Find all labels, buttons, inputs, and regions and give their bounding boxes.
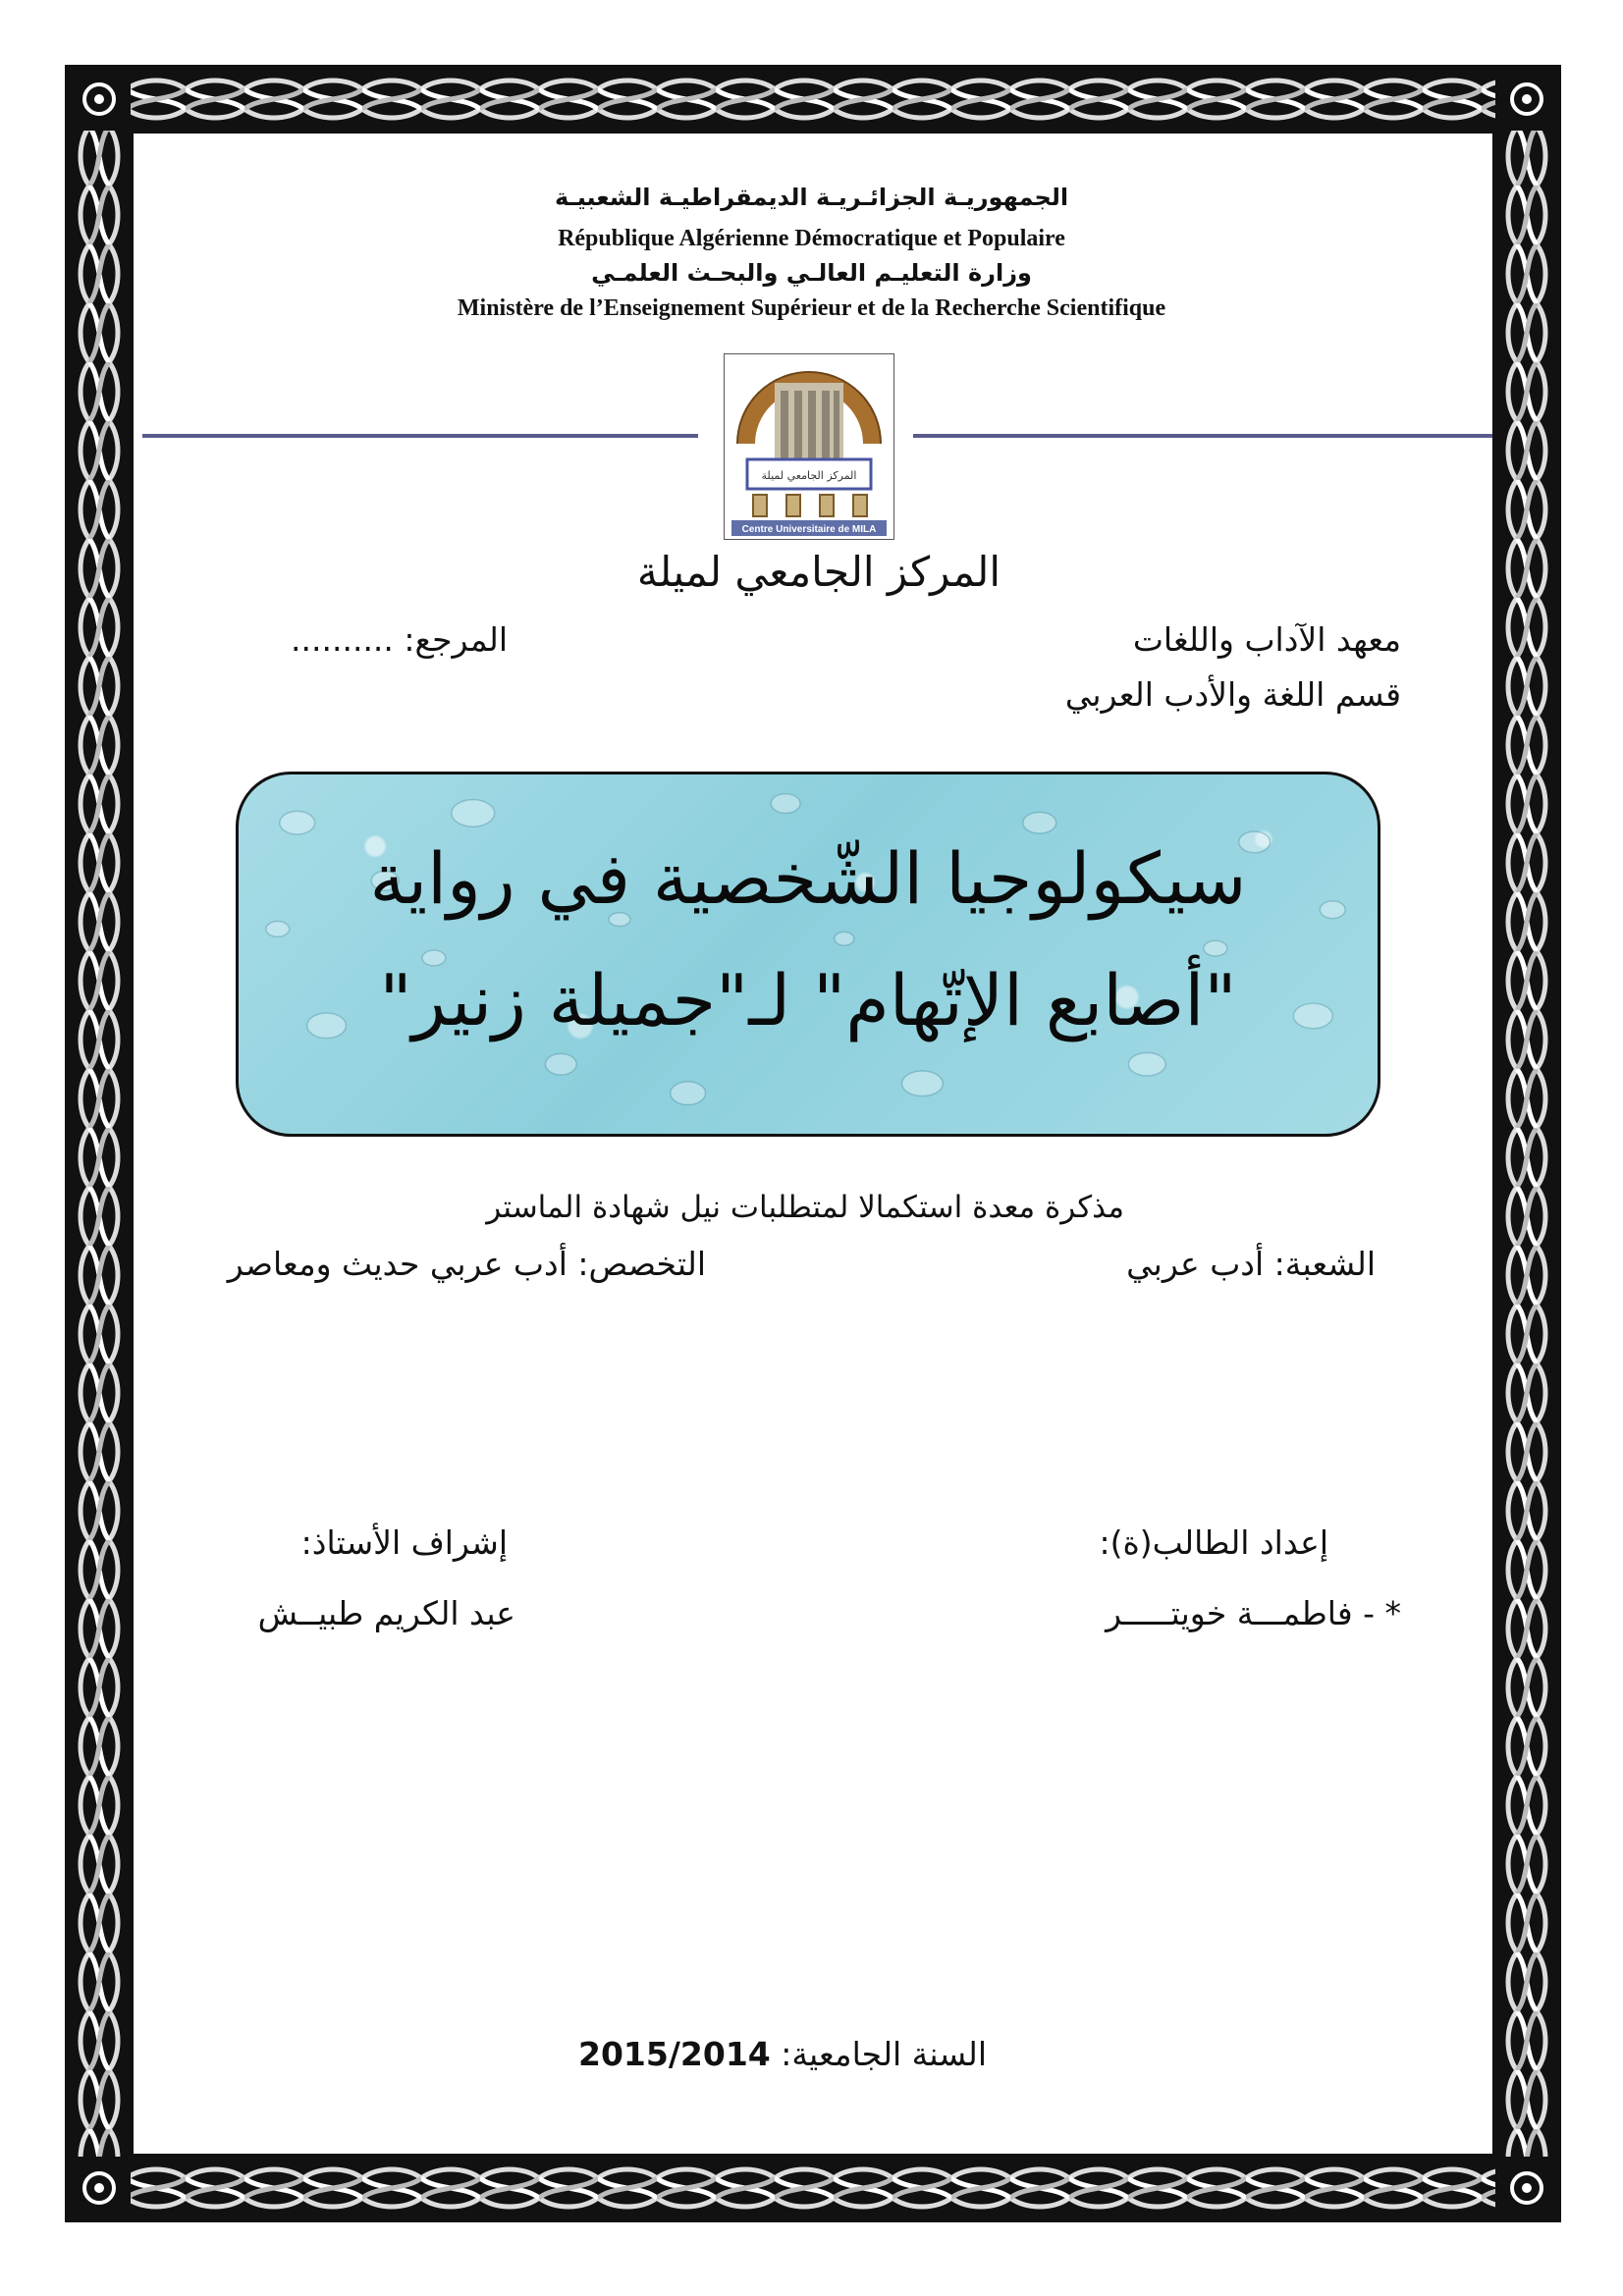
faculty-name: معهد الآداب واللغات	[1132, 620, 1401, 659]
academic-year	[578, 2035, 987, 2073]
corner-ornament-top-right	[1495, 68, 1558, 131]
university-logo	[724, 353, 894, 540]
academic-year-label: السنة الجامعية:	[770, 2035, 987, 2073]
thesis-title-line-1: سيكولوجيا الشّخصية في رواية	[369, 837, 1247, 920]
left-chain-border	[68, 68, 131, 2219]
thesis-title-box	[236, 772, 1380, 1137]
supervisor-name: عبد الكريم طبيــش	[257, 1594, 515, 1632]
corner-ornament-top-left	[68, 68, 131, 131]
department-name: قسم اللغة والأدب العربي	[1064, 675, 1401, 714]
ministry-name-arabic: وزارة التعليـم العالـي والبحـث العلمـي	[591, 259, 1032, 287]
water-drops-texture	[239, 774, 1378, 1134]
institution-name: المركز الجامعي لميلة	[636, 548, 1001, 596]
republic-name-arabic: الجمهوريـة الجزائـريـة الديمقراطيـة الشعبيـة	[554, 184, 1069, 211]
reference-field: المرجع: ..........	[291, 620, 508, 659]
header-rule-right	[913, 434, 1492, 438]
specialty-field: التخصص: أدب عربي حديث ومعاصر	[227, 1245, 706, 1283]
student-name: * - فاطمـــة خويتـــــر	[1106, 1594, 1401, 1632]
top-chain-border	[68, 68, 1558, 131]
prepared-by-label: إعداد الطالب(ة):	[1099, 1523, 1328, 1562]
logo-caption: Centre Universitaire de MILA	[741, 524, 877, 535]
header-rule-left	[142, 434, 698, 438]
thesis-title-line-2: "أصابع الإتّهام" لـ"جميلة زنير"	[379, 959, 1237, 1041]
corner-ornament-bottom-right	[1495, 2157, 1558, 2219]
ministry-name-french: Ministère de l’Enseignement Supérieur et de la Recherche Scientifique	[457, 295, 1166, 321]
academic-year-value: 2015/2014	[578, 2035, 771, 2073]
right-chain-border	[1495, 68, 1558, 2219]
bottom-chain-border	[68, 2157, 1558, 2219]
corner-ornament-bottom-left	[68, 2157, 131, 2219]
logo-arabic-text: المركز الجامعي لميلة	[761, 469, 857, 482]
memo-description: مذكرة معدة استكمالا لمتطلبات نيل شهادة الماستر	[486, 1190, 1124, 1225]
branch-field: الشعبة: أدب عربي	[1126, 1245, 1376, 1283]
supervisor-label: إشراف الأستاذ:	[300, 1523, 508, 1562]
republic-name-french: République Algérienne Démocratique et Populaire	[558, 226, 1065, 251]
